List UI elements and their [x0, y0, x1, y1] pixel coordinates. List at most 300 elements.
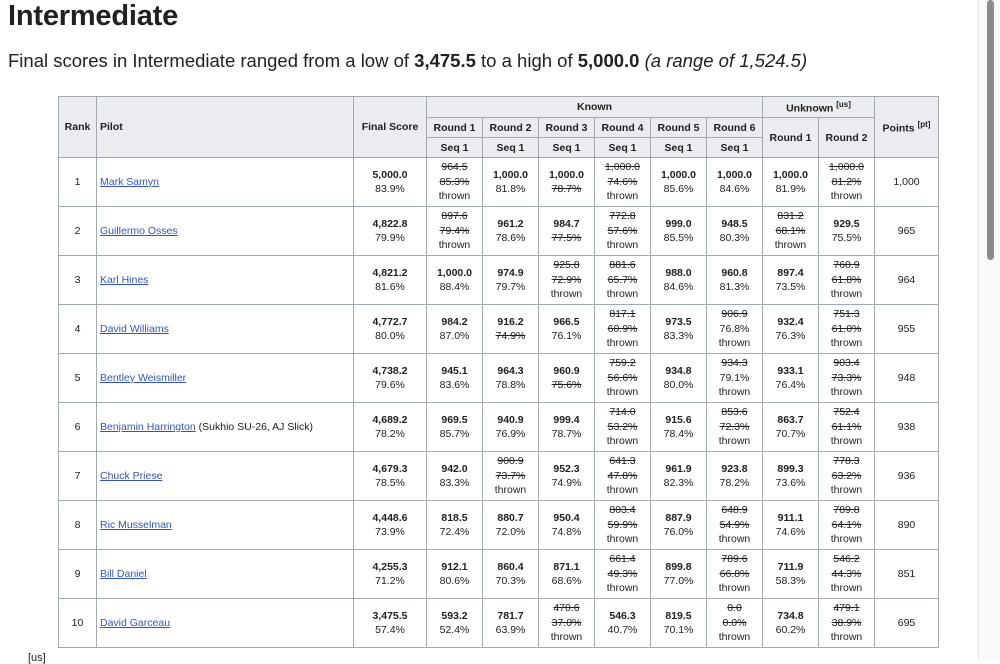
round-percent: 73.3%: [831, 371, 862, 384]
round-score-cell: [763, 305, 819, 354]
round-percent: 83.3%: [663, 330, 694, 342]
pilot-link[interactable]: Mark Samyn: [100, 175, 159, 188]
rank-cell: 9: [59, 550, 97, 599]
table-row: [59, 403, 939, 452]
round-percent: 72.3%: [719, 420, 750, 433]
round-score-cell: [707, 305, 763, 354]
round-score-cell: [595, 354, 651, 403]
rank-cell: 7: [59, 452, 97, 501]
summary-high: 5,000.0: [577, 50, 640, 71]
round-score: 960.8: [721, 266, 748, 279]
round-score: 934.3: [721, 357, 748, 370]
round-score-cell: [763, 599, 819, 648]
round-score-cell: [483, 158, 539, 207]
header-pilot: Pilot: [97, 97, 354, 158]
round-score: 863.7: [777, 413, 804, 426]
round-score-cell: [763, 403, 819, 452]
final-score: 4,738.2: [372, 364, 408, 377]
round-percent: 82.3%: [663, 477, 694, 489]
round-score-cell: [651, 452, 707, 501]
round-percent: 79.1%: [719, 371, 750, 384]
round-score-cell: [651, 550, 707, 599]
round-score-cell: [595, 403, 651, 452]
round-score: 479.1: [833, 602, 860, 615]
round-score-cell: [651, 256, 707, 305]
thrown-label: thrown: [606, 533, 639, 546]
round-score-cell: [483, 501, 539, 550]
round-score: 960.9: [553, 364, 580, 377]
round-score-cell: [707, 158, 763, 207]
thrown-label: thrown: [718, 533, 751, 546]
round-score: 819.5: [665, 609, 692, 622]
round-score-cell: [595, 256, 651, 305]
pilot-link[interactable]: Guillermo Osses: [100, 224, 178, 237]
header-known-round: Round 6: [707, 118, 763, 138]
thrown-label: thrown: [550, 288, 583, 301]
header-rank: Rank: [59, 97, 97, 158]
summary-mid: to a high of: [475, 50, 578, 71]
round-score: 984.2: [441, 315, 468, 328]
round-score: 880.7: [497, 511, 524, 524]
thrown-label: thrown: [718, 631, 751, 644]
points-cell: 851: [875, 550, 939, 599]
round-score-cell: [539, 354, 595, 403]
round-score-cell: [427, 501, 483, 550]
round-score-cell: [595, 550, 651, 599]
round-percent: 54.9%: [719, 518, 750, 531]
round-percent: 85.3%: [439, 175, 470, 188]
points-cell: 936: [875, 452, 939, 501]
round-percent: 83.3%: [439, 477, 470, 489]
round-score: 900.9: [497, 455, 524, 468]
round-percent: 65.7%: [607, 273, 638, 286]
pilot-cell: [97, 256, 354, 305]
round-score-cell: [819, 452, 875, 501]
round-score-cell: [595, 158, 651, 207]
round-score-cell: [539, 403, 595, 452]
header-known-round: Round 3: [539, 118, 595, 138]
round-score: 648.9: [721, 504, 748, 517]
final-score: 4,822.8: [372, 217, 408, 230]
final-score-cell: [354, 158, 427, 207]
round-score: 1,000.0: [548, 168, 585, 181]
rank-cell: 5: [59, 354, 97, 403]
final-percent: 71.2%: [375, 575, 405, 587]
header-known-round: Round 2: [483, 118, 539, 138]
final-score-cell: [354, 207, 427, 256]
thrown-label: thrown: [830, 631, 863, 644]
round-score: 881.6: [609, 259, 636, 272]
round-percent: 78.6%: [495, 232, 526, 244]
round-score: 950.4: [553, 511, 580, 524]
round-score-cell: [483, 550, 539, 599]
round-percent: 37.0%: [551, 616, 582, 629]
round-score-cell: [539, 207, 595, 256]
round-score-cell: [427, 599, 483, 648]
round-percent: 72.0%: [495, 526, 526, 538]
points-cell: 948: [875, 354, 939, 403]
round-score-cell: [819, 305, 875, 354]
thrown-label: thrown: [830, 582, 863, 595]
round-percent: 70.7%: [775, 428, 806, 440]
round-score-cell: [427, 207, 483, 256]
points-cell: 964: [875, 256, 939, 305]
final-score: 4,448.6: [372, 511, 408, 524]
round-score: 911.1: [777, 511, 804, 524]
round-score-cell: [707, 256, 763, 305]
final-score-cell: [354, 599, 427, 648]
pilot-link[interactable]: Ric Musselman: [100, 518, 172, 531]
round-score-cell: [483, 354, 539, 403]
round-percent: 78.7%: [551, 428, 582, 440]
round-percent: 66.8%: [719, 567, 750, 580]
round-percent: 74.6%: [607, 175, 638, 188]
round-score-cell: [819, 501, 875, 550]
thrown-label: thrown: [550, 631, 583, 644]
round-score-cell: [483, 452, 539, 501]
round-percent: 56.6%: [607, 371, 638, 384]
round-score-cell: [707, 403, 763, 452]
header-points: Points [pt]: [875, 97, 939, 158]
round-score-cell: [483, 305, 539, 354]
thrown-label: thrown: [718, 582, 751, 595]
round-score: 778.3: [833, 455, 860, 468]
table-row: [59, 305, 939, 354]
round-score-cell: [707, 452, 763, 501]
round-score: 641.3: [609, 455, 636, 468]
header-unknown-round: Round 2: [819, 118, 875, 158]
thrown-label: thrown: [830, 484, 863, 497]
round-score-cell: [427, 354, 483, 403]
final-percent: 79.6%: [375, 379, 405, 391]
thrown-label: thrown: [830, 337, 863, 350]
round-score-cell: [707, 501, 763, 550]
round-score-cell: [763, 501, 819, 550]
round-percent: 81.3%: [719, 281, 750, 293]
round-score: 1,000.0: [716, 168, 753, 181]
summary-prefix: Final scores in Intermediate ranged from a low of: [8, 50, 415, 71]
round-score: 1,000.0: [828, 161, 865, 174]
round-score: 818.5: [441, 511, 468, 524]
round-score: 961.2: [497, 217, 524, 230]
round-percent: 44.3%: [831, 567, 862, 580]
round-score: 964.3: [497, 364, 524, 377]
round-score: 948.5: [721, 217, 748, 230]
header-seq: Seq 1: [595, 138, 651, 158]
round-score: 999.4: [553, 413, 580, 426]
final-percent: 57.4%: [375, 624, 405, 636]
table-row: [59, 256, 939, 305]
round-percent: 83.6%: [439, 379, 470, 391]
thrown-label: thrown: [438, 190, 471, 203]
rank-cell: 2: [59, 207, 97, 256]
round-percent: 72.4%: [439, 526, 470, 538]
final-score: 4,772.7: [372, 315, 408, 328]
round-score: 961.9: [665, 462, 692, 475]
results-table: [58, 96, 939, 648]
pilot-cell: [97, 207, 354, 256]
score-summary: [8, 50, 807, 72]
round-score: 934.8: [665, 364, 692, 377]
round-score-cell: [763, 158, 819, 207]
final-score: 4,255.3: [372, 560, 408, 573]
round-score-cell: [707, 550, 763, 599]
round-score-cell: [595, 305, 651, 354]
scrollbar-thumb[interactable]: [987, 0, 994, 260]
table-row: [59, 501, 939, 550]
round-score: 933.1: [777, 364, 804, 377]
round-score-cell: [707, 599, 763, 648]
thrown-label: thrown: [830, 435, 863, 448]
vertical-scrollbar[interactable]: [978, 0, 1000, 661]
round-percent: 85.5%: [663, 232, 694, 244]
round-score-cell: [427, 256, 483, 305]
points-cell: 965: [875, 207, 939, 256]
round-score-cell: [651, 207, 707, 256]
round-score-cell: [539, 158, 595, 207]
round-percent: 40.7%: [607, 624, 638, 636]
round-percent: 38.9%: [831, 616, 862, 629]
round-percent: 76.8%: [719, 322, 750, 335]
pilot-link[interactable]: Karl Hines: [100, 273, 149, 286]
pilot-cell: [97, 354, 354, 403]
round-score: 751.3: [833, 308, 860, 321]
round-percent: 74.8%: [551, 526, 582, 538]
thrown-label: thrown: [606, 582, 639, 595]
thrown-label: thrown: [718, 435, 751, 448]
points-cell: 955: [875, 305, 939, 354]
round-score-cell: [763, 354, 819, 403]
pilot-link[interactable]: Chuck Priese: [100, 469, 163, 482]
table-row: [59, 599, 939, 648]
round-score-cell: [539, 452, 595, 501]
header-seq: Seq 1: [539, 138, 595, 158]
pilot-cell: [97, 599, 354, 648]
header-seq: Seq 1: [483, 138, 539, 158]
round-score: 897.6: [441, 210, 468, 223]
round-score: 940.9: [497, 413, 524, 426]
points-footnote-link[interactable]: [pt]: [917, 119, 931, 129]
round-percent: 73.5%: [775, 281, 806, 293]
rank-cell: 6: [59, 403, 97, 452]
round-score: 1,000.0: [492, 168, 529, 181]
pilot-cell: [97, 403, 354, 452]
final-percent: 73.9%: [375, 526, 405, 538]
round-score: 760.9: [833, 259, 860, 272]
round-score: 952.3: [553, 462, 580, 475]
round-score-cell: [595, 207, 651, 256]
round-percent: 78.4%: [663, 428, 694, 440]
thrown-label: thrown: [606, 435, 639, 448]
pilot-aircraft: (Sukhio SU-26, AJ Slick): [195, 420, 314, 433]
round-score-cell: [483, 256, 539, 305]
round-score: 759.2: [609, 357, 636, 370]
round-percent: 87.0%: [439, 330, 470, 342]
round-score: 969.5: [441, 413, 468, 426]
round-score-cell: [763, 256, 819, 305]
pilot-link[interactable]: Benjamin Harrington: [100, 420, 196, 433]
round-percent: 81.2%: [831, 175, 862, 188]
round-score: 1,000.0: [772, 168, 809, 181]
final-score-cell: [354, 550, 427, 599]
round-percent: 81.8%: [495, 183, 526, 195]
pilot-cell: [97, 305, 354, 354]
round-percent: 75.5%: [831, 232, 862, 244]
round-percent: 61.0%: [831, 322, 862, 335]
thrown-label: thrown: [718, 386, 751, 399]
pilot-link[interactable]: Bentley Weismiller: [100, 371, 187, 384]
round-score-cell: [651, 403, 707, 452]
round-score: 1,000.0: [604, 161, 641, 174]
round-score-cell: [651, 158, 707, 207]
thrown-label: thrown: [606, 484, 639, 497]
round-percent: 52.4%: [439, 624, 470, 636]
points-cell: 890: [875, 501, 939, 550]
points-cell: 695: [875, 599, 939, 648]
round-score-cell: [539, 550, 595, 599]
round-score-cell: [819, 158, 875, 207]
round-percent: 61.8%: [831, 273, 862, 286]
unknown-footnote-link[interactable]: [us]: [836, 99, 851, 109]
round-percent: 84.6%: [663, 281, 694, 293]
thrown-label: thrown: [830, 288, 863, 301]
round-score-cell: [539, 599, 595, 648]
final-score-cell: [354, 501, 427, 550]
round-score-cell: [595, 501, 651, 550]
round-score: 906.9: [721, 308, 748, 321]
round-percent: 68.6%: [551, 575, 582, 587]
round-score: 781.7: [497, 609, 524, 622]
round-percent: 68.1%: [775, 224, 806, 237]
round-percent: 70.1%: [663, 624, 694, 636]
round-percent: 76.1%: [551, 330, 582, 342]
round-score-cell: [819, 550, 875, 599]
round-score-cell: [707, 207, 763, 256]
final-score-cell: [354, 305, 427, 354]
round-score: 752.4: [833, 406, 860, 419]
round-score: 714.0: [609, 406, 636, 419]
round-score: 853.6: [721, 406, 748, 419]
round-score-cell: [651, 501, 707, 550]
round-percent: 0.0%: [722, 616, 747, 629]
round-percent: 78.7%: [551, 183, 582, 195]
round-score-cell: [483, 207, 539, 256]
round-score-cell: [539, 501, 595, 550]
final-percent: 78.2%: [375, 428, 405, 440]
round-percent: 76.4%: [775, 379, 806, 391]
rank-cell: 1: [59, 158, 97, 207]
pilot-link[interactable]: Bill Daniel: [100, 567, 147, 580]
round-percent: 59.9%: [607, 518, 638, 531]
round-percent: 73.7%: [495, 469, 526, 482]
round-score: 1,000.0: [436, 266, 473, 279]
round-percent: 76.9%: [495, 428, 526, 440]
round-score-cell: [819, 207, 875, 256]
thrown-label: thrown: [494, 484, 527, 497]
final-score: 4,821.2: [372, 266, 408, 279]
final-score: 3,475.5: [372, 609, 408, 622]
final-score: 4,689.2: [372, 413, 408, 426]
thrown-label: thrown: [606, 337, 639, 350]
round-score-cell: [427, 452, 483, 501]
round-percent: 77.0%: [663, 575, 694, 587]
final-percent: 78.5%: [375, 477, 405, 489]
round-percent: 81.9%: [775, 183, 806, 195]
round-score: 831.2: [777, 210, 804, 223]
round-score: 916.2: [497, 315, 524, 328]
round-percent: 76.0%: [663, 526, 694, 538]
round-score-cell: [483, 599, 539, 648]
page-title: Intermediate: [8, 0, 179, 32]
thrown-label: thrown: [606, 386, 639, 399]
round-percent: 85.6%: [663, 183, 694, 195]
pilot-cell: [97, 452, 354, 501]
round-percent: 80.6%: [439, 575, 470, 587]
pilot-cell: [97, 550, 354, 599]
thrown-label: thrown: [830, 533, 863, 546]
round-score-cell: [763, 207, 819, 256]
round-percent: 57.6%: [607, 224, 638, 237]
round-percent: 64.1%: [831, 518, 862, 531]
round-score: 0.0: [727, 602, 742, 615]
round-score: 974.9: [497, 266, 524, 279]
final-score: 4,679.3: [372, 462, 408, 475]
round-score-cell: [819, 354, 875, 403]
round-score-cell: [819, 599, 875, 648]
round-score: 772.8: [609, 210, 636, 223]
round-score: 789.8: [833, 504, 860, 517]
round-score-cell: [707, 354, 763, 403]
round-score: 470.6: [553, 602, 580, 615]
round-percent: 74.9%: [495, 330, 526, 342]
round-score: 912.1: [441, 560, 468, 573]
round-percent: 80.3%: [719, 232, 750, 244]
round-score: 899.8: [665, 560, 692, 573]
final-percent: 80.0%: [375, 330, 405, 342]
round-score: 546.3: [609, 609, 636, 622]
round-score: 789.6: [721, 553, 748, 566]
points-cell: 938: [875, 403, 939, 452]
summary-low: 3,475.5: [414, 50, 476, 71]
table-row: [59, 550, 939, 599]
pilot-cell: [97, 501, 354, 550]
header-unknown-round: Round 1: [763, 118, 819, 158]
round-percent: 79.4%: [439, 224, 470, 237]
thrown-label: thrown: [606, 288, 639, 301]
round-score-cell: [819, 256, 875, 305]
pilot-link[interactable]: David Williams: [100, 322, 169, 335]
final-percent: 83.9%: [375, 183, 405, 195]
rank-cell: 8: [59, 501, 97, 550]
round-percent: 78.8%: [495, 379, 526, 391]
final-score-cell: [354, 452, 427, 501]
round-score-cell: [763, 452, 819, 501]
round-score: 945.1: [441, 364, 468, 377]
round-score: 593.2: [441, 609, 468, 622]
round-score: 925.8: [553, 259, 580, 272]
round-score-cell: [539, 256, 595, 305]
pilot-link[interactable]: David Garceau: [100, 616, 171, 629]
table-row: [59, 158, 939, 207]
round-percent: 88.4%: [439, 281, 470, 293]
round-score: 903.4: [833, 357, 860, 370]
final-score-cell: [354, 256, 427, 305]
round-score: 964.5: [441, 161, 468, 174]
round-percent: 63.9%: [495, 624, 526, 636]
round-percent: 70.3%: [495, 575, 526, 587]
final-score: 5,000.0: [372, 168, 408, 181]
round-score: 929.5: [833, 217, 860, 230]
